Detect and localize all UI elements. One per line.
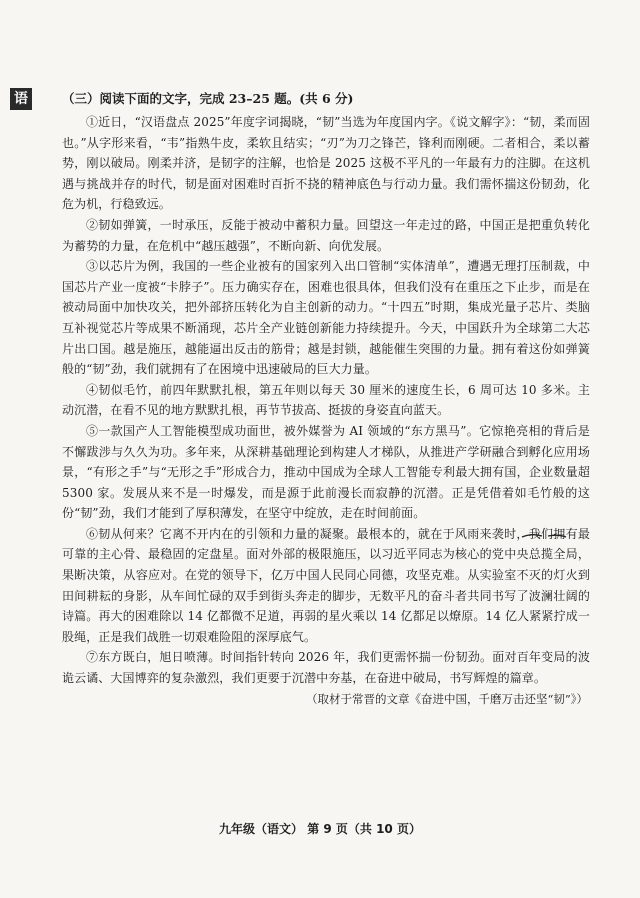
paragraph-7: ⑦东方既白，旭日喷薄。时间指针转向 2026 年，我们更需怀揣一份韧劲。面对百年变局的波诡云谲、大国博弈的复杂激烈，我们更要于沉潜中夯基，在奋进中破局，书写辉煌的篇章。 bbox=[62, 650, 590, 686]
paragraph-6: ⑥韧从何来？它离不开内在的引领和力量的凝聚。最根本的，就在于风雨来袭时，我们拥有最可靠的主心骨、最稳固的定盘星。面对外部的极限施压，以习近平同志为核心的党中央总揽全局，果断决策，从容应对。在党的领导下，亿万中国人民同心同德，攻坚克难。从实验室不灭的灯火到田间耕耘的身影，从车间忙碌的双手到街头奔走的脚步，无数平凡的奋斗者共同书写了波澜壮阔的诗篇。再大的困难除以 14 亿都微不足道，再弱的星火乘以 14 亿都足以燎原。14 亿人紧紧拧成一股绳，正是我们战胜一切艰难险阻的深厚底气。 bbox=[62, 526, 590, 644]
section-title: （三）阅读下面的文字，完成 23–25 题。(共 6 分) bbox=[62, 91, 354, 106]
paragraph-3: ③以芯片为例，我国的一些企业被有的国家列入出口管制“实体清单”，遭遇无理打压制裁，中国芯片产业一度被“卡脖子”。压力确实存在，困难也很具体，但我们没有在重压之下止步，而是在被动局面中加快攻关，把外部挤压转化为自主创新的动力。“十四五”时期，集成光量子芯片、类脑互补视觉芯片等成果不断涌现，芯片全产业链创新能力持续提升。今天，中国跃升为全球第二大芯片出口国。越是施压，越能逼出反击的筋骨；越是封锁，越能催生突围的力量。拥有着这份如弹簧般的“韧”劲，我们就拥有了在困境中迅速破局的巨大力量。 bbox=[62, 259, 590, 377]
paragraph-5: ⑤一款国产人工智能模型成功面世，被外媒誉为 AI 领域的“东方黑马”。它惊艳亮相的背后是不懈跋涉与久久为功。多年来，从深耕基础理论到构建人才梯队，从推进产学研融合到孵化应用场景，“有形之手”与“无形之手”形成合力，推动中国成为全球人工智能专利最大拥有国，企业数量超 5300 家。发展从来不是一时爆发，而是源于此前漫长而寂静的沉潜。正是凭借着如毛竹般的这份“韧”劲，我们才能到了厚积薄发，在坚守中绽放，走在时间前面。 bbox=[62, 423, 590, 521]
paragraph-2: ②韧如弹簧，一时承压，反能于被动中蓄积力量。回望这一年走过的路，中国正是把重负转化为蓄势的力量，在危机中“越压越强”，不断向新、向优发展。 bbox=[62, 217, 590, 253]
reading-passage bbox=[62, 90, 590, 709]
handwritten-underline bbox=[520, 530, 568, 540]
source-citation: （取材于常晋的文章《奋进中国，千磨万击还坚“韧”》） bbox=[305, 691, 588, 706]
page-footer: 九年级（语文） 第 9 页（共 10 页） bbox=[219, 822, 421, 836]
subject-tab: 语 bbox=[10, 88, 32, 110]
paragraph-4: ④韧似毛竹，前四年默默扎根，第五年则以每天 30 厘米的速度生长，6 周可达 10 多米。主动沉潜，在看不见的地方默默扎根，再节节拔高、挺拔的身姿直向蓝天。 bbox=[62, 382, 590, 418]
paragraph-1: ①近日，“汉语盘点 2025”年度字词揭晓，“韧”当选为年度国内字。《说文解字》：“韧，柔而固也。”从字形来看，“韦”指熟牛皮，柔软且结实；“刃”为刀之锋芒，锋利而刚硬。二者相合，柔以蓄势，刚以破局。刚柔并济，是韧字的注解，也恰是 2025 这极不平凡的一年最有力的注脚。在这机遇与挑战并存的时代，韧是面对困难时百折不挠的精神底色与行动力量。我们需怀揣这份韧劲，化危为机，行稳致远。 bbox=[62, 115, 590, 212]
